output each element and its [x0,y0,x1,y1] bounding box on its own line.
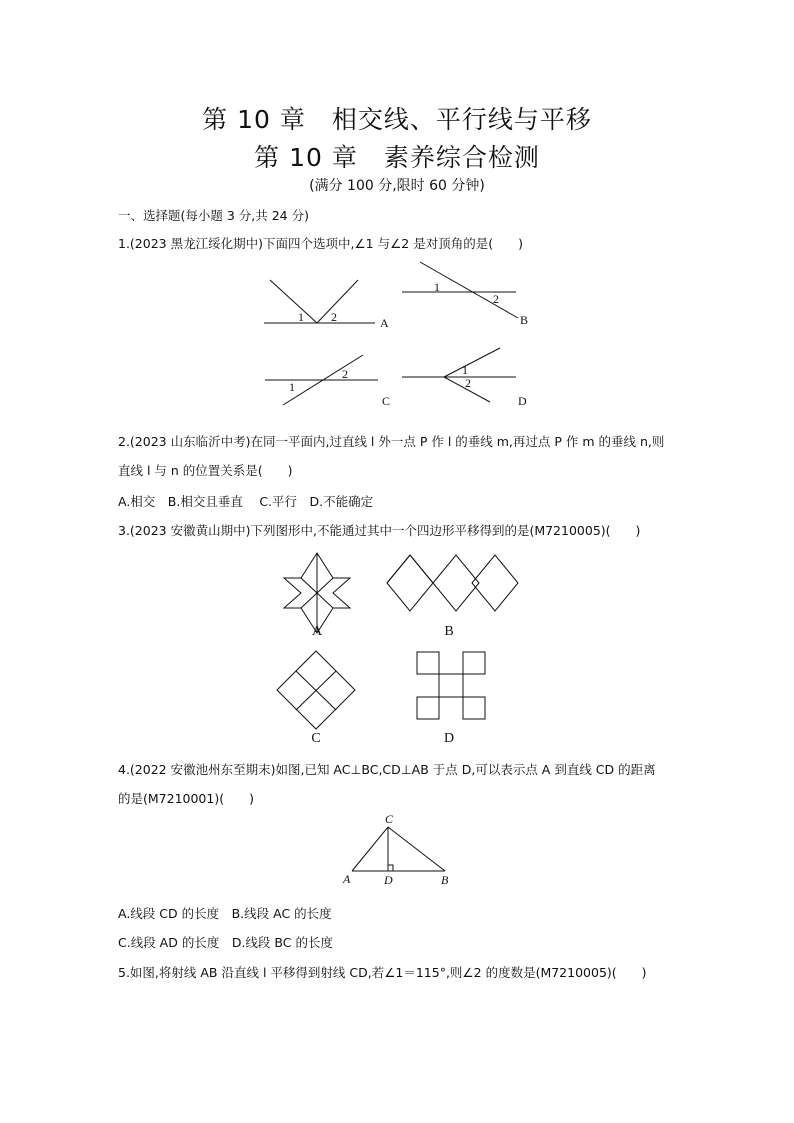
question-2-options: A.相交 B.相交且垂直 C.平行 D.不能确定 [118,494,374,509]
q1-c-label: C [382,394,391,408]
q1-c-angle1: 1 [289,380,295,394]
section-heading: 一、选择题(每小题 3 分,共 24 分) [118,208,309,223]
q4-point-b: B [441,873,449,887]
q1-b-angle2: 2 [493,292,499,306]
q1-b-angle1: 1 [434,280,440,294]
question-5-text: 5.如图,将射线 AB 沿直线 l 平移得到射线 CD,若∠1＝115°,则∠2 的度数是(M7210005)( ) [118,965,647,980]
q1-d-label: D [518,394,527,408]
question-2-line1: 2.(2023 山东临沂中考)在同一平面内,过直线 l 外一点 P 作 l 的垂线 m,再过点 P 作 m 的垂线 n,则 [118,434,665,449]
q1-a-angle2: 2 [331,310,337,324]
q3-label-b: B [444,624,454,639]
question-1-text: 1.(2023 黑龙江绥化期中)下面四个选项中,∠1 与∠2 是对顶角的是( ) [118,236,523,251]
score-time-note: (满分 100 分,限时 60 分钟) [309,178,485,194]
q4-point-c: C [385,812,394,826]
q1-c-angle2: 2 [342,367,348,381]
question-4-options-line1: A.线段 CD 的长度 B.线段 AC 的长度 [118,906,332,921]
question-4-line1: 4.(2022 安徽池州东至期末)如图,已知 AC⊥BC,CD⊥AB 于点 D,可以表示点 A 到直线 CD 的距离 [118,762,656,777]
q1-d-angle2: 2 [465,376,471,390]
q1-b-label: B [520,313,529,327]
q3-label-d: D [443,731,455,746]
question-2-line2: 直线 l 与 n 的位置关系是( ) [118,463,293,478]
question-3-text: 3.(2023 安徽黄山期中)下列图形中,不能通过其中一个四边形平移得到的是(M7210005)( ) [118,523,641,538]
q1-d-angle1: 1 [462,363,468,377]
question-4-options-line2: C.线段 AD 的长度 D.线段 BC 的长度 [118,935,333,950]
q4-point-a: A [343,872,351,886]
q3-label-a: A [311,624,323,639]
test-title: 第 10 章 素养综合检测 [254,143,540,172]
q1-a-angle1: 1 [298,310,304,324]
q3-label-c: C [311,731,321,746]
q4-point-d: D [384,873,393,887]
chapter-title: 第 10 章 相交线、平行线与平移 [202,105,592,134]
question-4-line2: 的是(M7210001)( ) [118,791,254,806]
q1-a-label: A [380,316,389,330]
